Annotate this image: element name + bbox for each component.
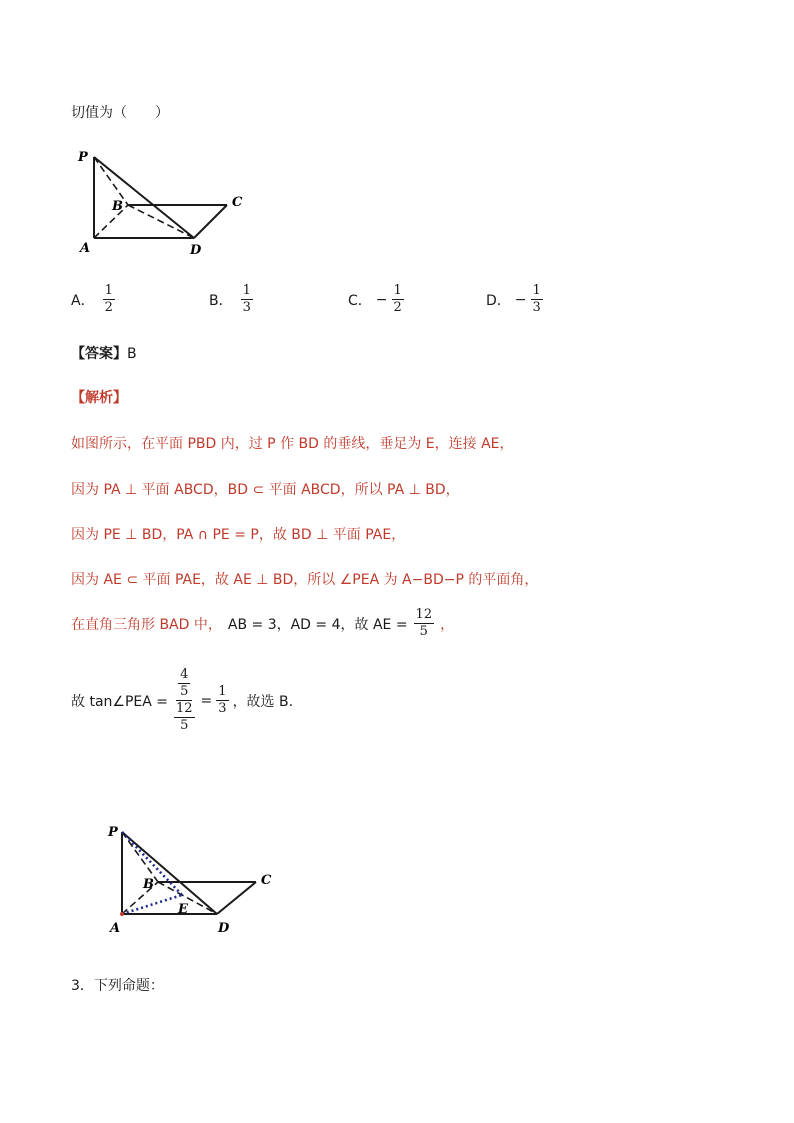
answer-line [71, 343, 137, 363]
conclusion-text: ，故选 B. [232, 693, 294, 710]
label-d: D [218, 921, 230, 936]
edge-dc [217, 882, 256, 914]
option-a-numerator: 1 [104, 283, 113, 298]
option-a-fraction [103, 283, 115, 316]
label-p: P [78, 150, 88, 165]
option-a-letter: A． [71, 292, 95, 309]
edge-pd [122, 832, 217, 914]
option-d-letter: D． [486, 292, 511, 309]
tan-compound-top [176, 667, 192, 701]
option-c-numerator: 1 [393, 283, 402, 298]
option-b-denominator: 3 [242, 300, 251, 315]
option-b[interactable] [209, 283, 253, 316]
label-e: E [178, 902, 188, 917]
tan-top-denominator: 5 [180, 684, 189, 699]
option-d-denominator: 3 [532, 300, 541, 315]
analysis-line-3: 因为 PE ⊥ BD，PA ∩ PE = P，故 BD ⊥ 平面 PAE， [71, 527, 406, 543]
analysis-line-1: 如图所示，在平面 PBD 内，过 P 作 BD 的垂线，垂足为 E，连接 AE， [71, 436, 514, 452]
option-c-fraction [392, 283, 404, 316]
tan-top-numerator: 4 [180, 667, 189, 682]
edge-dc [194, 205, 227, 238]
label-b: B [143, 877, 154, 892]
question-tail: 切值为（ ） [71, 105, 169, 121]
label-c: C [261, 873, 272, 888]
answer-label: 【答案】 [71, 346, 127, 362]
label-c: C [232, 195, 243, 210]
analysis-label: 【解析】 [71, 390, 127, 406]
option-b-fraction [241, 283, 253, 316]
analysis-line-5 [71, 607, 454, 640]
ae-fraction [414, 607, 435, 640]
edge-pd [94, 157, 194, 238]
tan-result-fraction [216, 684, 228, 717]
option-b-letter: B． [209, 292, 233, 309]
option-a[interactable] [71, 283, 115, 316]
label-b: B [112, 199, 123, 214]
label-a: A [80, 241, 91, 256]
pyramid-figure [70, 145, 260, 260]
point-a [120, 912, 124, 916]
tan-compound-bottom [172, 701, 197, 734]
analysis-line-5-text: 在直角三角形 BAD 中， [71, 616, 222, 633]
option-d[interactable] [486, 283, 543, 316]
option-c-denominator: 2 [393, 300, 402, 315]
option-c-sign: − [375, 291, 388, 308]
tan-result-numerator: 1 [218, 684, 227, 699]
tan-compound-fraction [172, 667, 197, 734]
option-d-fraction [531, 283, 543, 316]
option-c[interactable] [348, 283, 404, 316]
next-question: 3．下列命题： [71, 978, 164, 994]
label-d: D [190, 243, 202, 258]
tan-result-denominator: 3 [218, 701, 227, 716]
analysis-line-6 [71, 667, 293, 734]
edge-pb [122, 832, 158, 882]
analysis-line-4: 因为 AE ⊂ 平面 PAE，故 AE ⊥ BD，所以 ∠PEA 为 A−BD−P 的平面角， [71, 572, 539, 588]
analysis-line-5-end: ， [440, 616, 455, 633]
option-c-letter: C． [348, 292, 372, 309]
option-d-numerator: 1 [532, 283, 541, 298]
analysis-line-5-values: AB = 3，AD = 4，故 AE = [227, 616, 408, 633]
option-d-sign: − [514, 291, 527, 308]
solution-figure [100, 820, 290, 938]
option-a-denominator: 2 [104, 300, 113, 315]
label-p: P [108, 825, 118, 840]
tan-bottom-numerator: 12 [176, 701, 193, 716]
ae-numerator: 12 [415, 607, 433, 622]
answer-value: B [127, 346, 137, 362]
equals-sign: = [200, 692, 213, 709]
tan-bottom-denominator: 5 [180, 718, 189, 733]
tan-expression: 故 tan∠PEA = [71, 693, 168, 710]
option-b-numerator: 1 [242, 283, 251, 298]
label-a: A [110, 921, 121, 936]
edge-bd [128, 205, 194, 238]
analysis-line-2: 因为 PA ⊥ 平面 ABCD，BD ⊂ 平面 ABCD，所以 PA ⊥ BD， [71, 482, 460, 498]
segment-ae [122, 895, 182, 914]
ae-denominator: 5 [419, 624, 428, 639]
